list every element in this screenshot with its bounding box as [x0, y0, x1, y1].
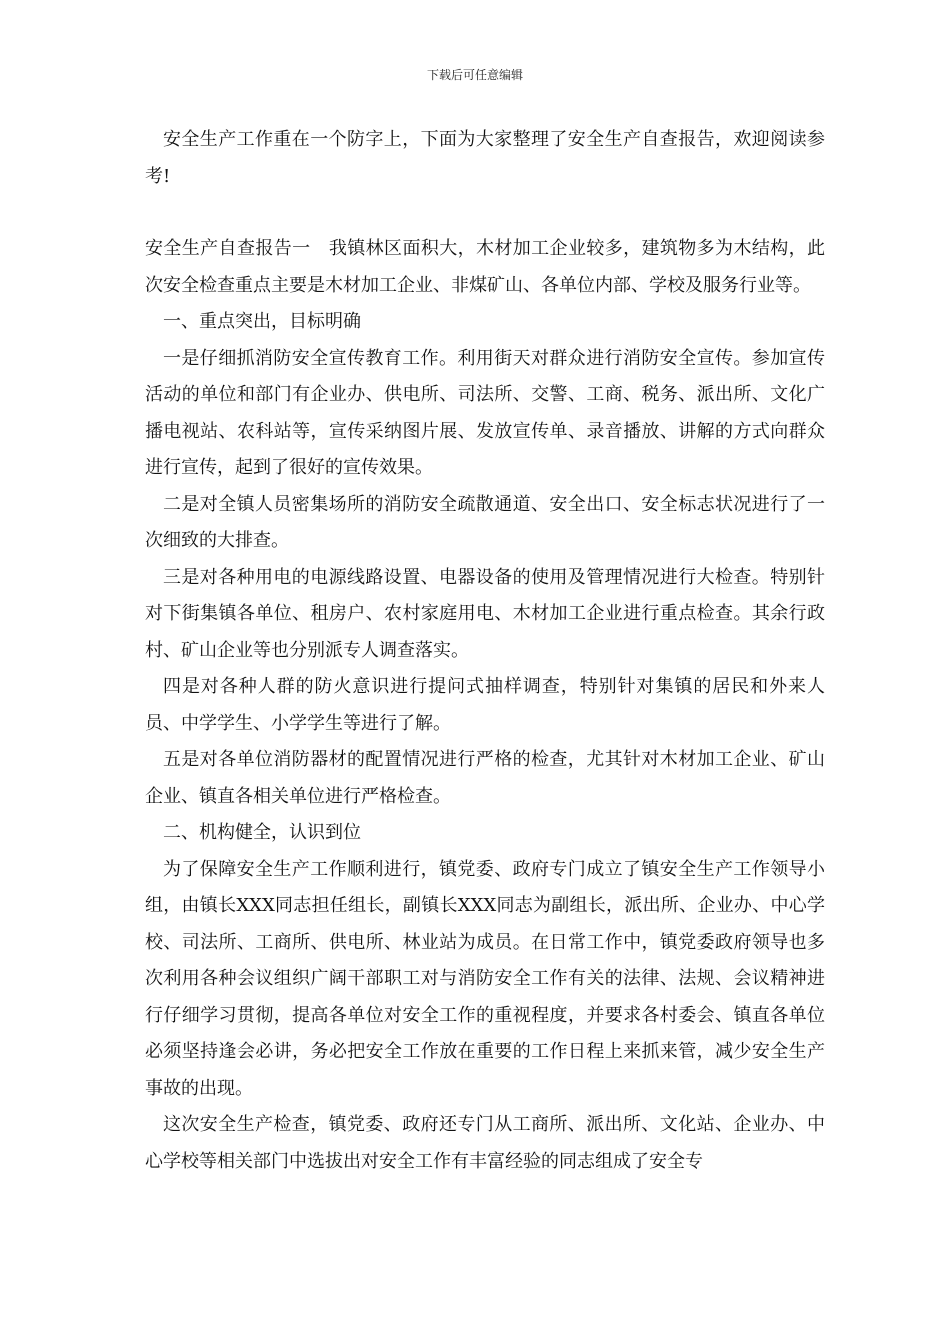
section-heading-2: 二、机构健全，认识到位 [163, 822, 361, 843]
section-heading-1: 一、重点突出，目标明确 [163, 311, 361, 332]
body-paragraph: 这次安全生产检查，镇党委、政府还专门从工商所、派出所、文化站、企业办、中心学校等相关部门中选拔出对安全工作有丰富经验的同志组成了安全专 [145, 1114, 825, 1172]
body-paragraph: 三是对各种用电的电源线路设置、电器设备的使用及管理情况进行大检查。特别针对下街集镇各单位、租房户、农村家庭用电、木材加工企业进行重点检查。其余行政村、矿山企业等也分别派专人调查落实。 [145, 566, 825, 661]
intro-paragraph: 安全生产工作重在一个防字上，下面为大家整理了安全生产自查报告，欢迎阅读参考! [145, 129, 825, 187]
report-opening-paragraph: 安全生产自查报告一 我镇林区面积大，木材加工企业较多，建筑物多为木结构，此次安全检查重点主要是木材加工企业、非煤矿山、各单位内部、学校及服务行业等。 [145, 238, 825, 296]
body-paragraph: 五是对各单位消防器材的配置情况进行严格的检查，尤其针对木材加工企业、矿山企业、镇直各相关单位进行严格检查。 [145, 749, 825, 807]
body-paragraph: 一是仔细抓消防安全宣传教育工作。利用街天对群众进行消防安全宣传。参加宣传活动的单位和部门有企业办、供电所、司法所、交警、工商、税务、派出所、文化广播电视站、农科站等，宣传采纳图片展、发放宣传单、录音播放、讲解的方式向群众进行宣传，起到了很好的宣传效果。 [145, 347, 825, 478]
body-paragraph: 为了保障安全生产工作顺利进行，镇党委、政府专门成立了镇安全生产工作领导小组，由镇长XXX同志担任组长，副镇长XXX同志为副组长，派出所、企业办、中心学校、司法所、工商所、供电所、林业站为成员。在日常工作中，镇党委政府领导也多次利用各种会议组织广阔干部职工对与消防安全工作有关的法律、法规、会议精神进行仔细学习贯彻，提高各单位对安全工作的重视程度，并要求各村委会、镇直各单位必须坚持逢会必讲，务必把安全工作放在重要的工作日程上来抓来管，减少安全生产事故的出现。 [145, 858, 825, 1099]
body-paragraph: 四是对各种人群的防火意识进行提问式抽样调查，特别针对集镇的居民和外来人员、中学学生、小学学生等进行了解。 [145, 676, 825, 734]
blank-line [145, 195, 825, 231]
document-body [145, 122, 825, 1180]
body-paragraph: 二是对全镇人员密集场所的消防安全疏散通道、安全出口、安全标志状况进行了一次细致的大排查。 [145, 493, 825, 551]
page-header: 下载后可任意编辑 [426, 68, 523, 82]
